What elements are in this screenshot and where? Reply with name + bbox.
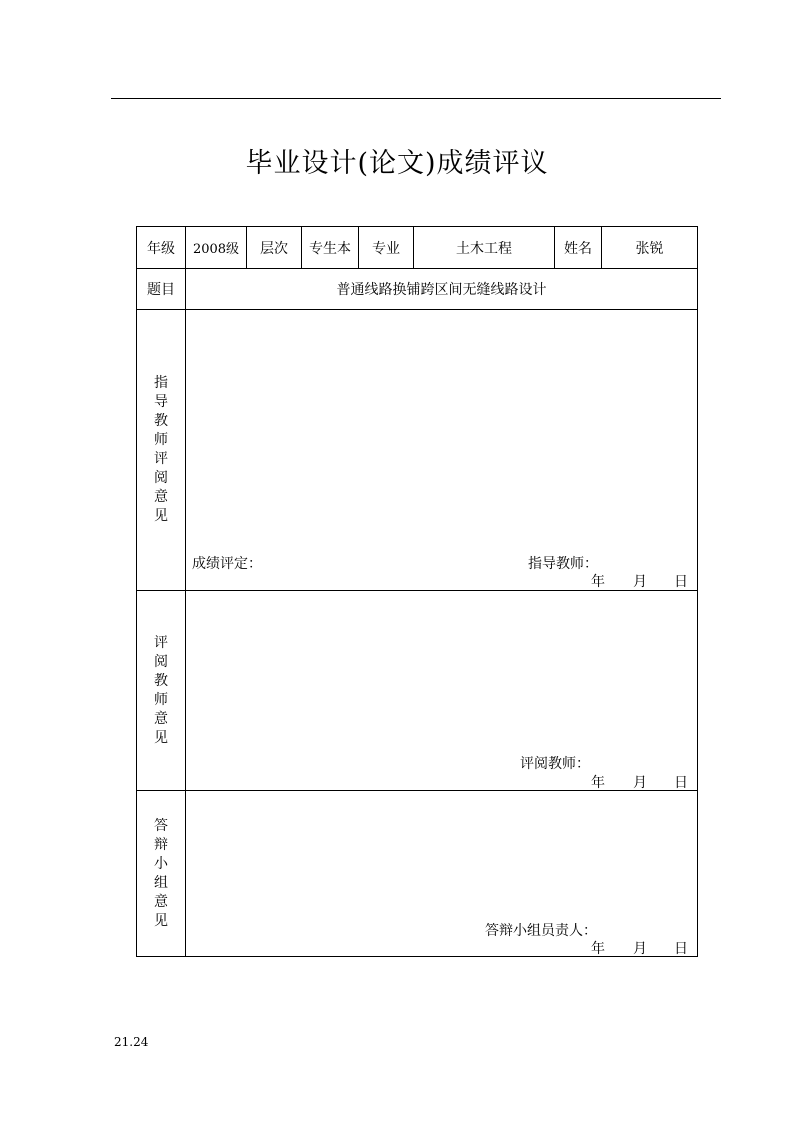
major-value: 土木工程 (414, 227, 555, 269)
reviewer-month-label: 月 (633, 775, 647, 791)
advisor-year-label: 年 (591, 574, 605, 590)
grade-label: 年级 (137, 227, 186, 269)
topic-label: 题目 (137, 269, 186, 310)
name-label: 姓名 (555, 227, 602, 269)
defense-row (137, 791, 698, 957)
reviewer-day-label: 日 (674, 775, 688, 791)
level-label: 层次 (247, 227, 302, 269)
advisor-opinion-area[interactable] (186, 310, 698, 591)
footer-code: 21.24 (114, 1035, 149, 1049)
level-value: 专生本 (302, 227, 359, 269)
advisor-section-label: 指导教师评阅意见 (153, 375, 168, 524)
reviewer-section-label: 评阅教师意见 (153, 634, 168, 746)
advisor-month-label: 月 (633, 574, 647, 590)
defense-month-label: 月 (633, 941, 647, 957)
advisor-row (137, 310, 698, 591)
defense-section-label: 答辩小组意见 (153, 817, 168, 929)
advisor-signer-label: 指导教师： (528, 556, 598, 572)
topic-value: 普通线路换铺跨区间无缝线路设计 (186, 269, 698, 310)
advisor-day-label: 日 (674, 574, 688, 590)
defense-year-label: 年 (591, 941, 605, 957)
defense-opinion-area[interactable] (186, 791, 698, 957)
header-rule (111, 98, 721, 99)
defense-day-label: 日 (674, 941, 688, 957)
topic-row (137, 269, 698, 310)
name-value: 张锐 (602, 227, 698, 269)
defense-signer-label: 答辩小组员责人： (485, 923, 597, 939)
reviewer-year-label: 年 (591, 775, 605, 791)
major-label: 专业 (359, 227, 414, 269)
info-row (137, 227, 698, 269)
reviewer-row (137, 591, 698, 791)
reviewer-signer-label: 评阅教师： (520, 756, 590, 772)
reviewer-opinion-area[interactable] (186, 591, 698, 791)
page-title: 毕业设计(论文)成绩评议 (245, 148, 549, 179)
grade-value: 2008级 (186, 227, 247, 269)
grade-table (136, 226, 698, 957)
score-label: 成绩评定： (192, 556, 262, 572)
